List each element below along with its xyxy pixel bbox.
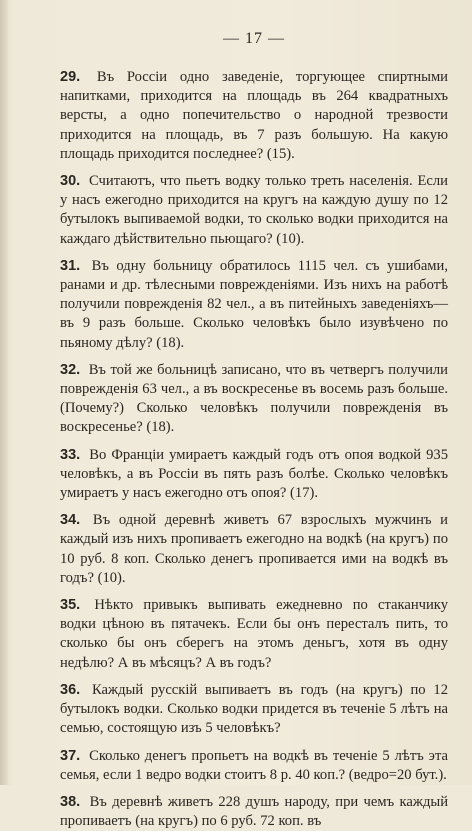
problem-number: 32.: [60, 361, 81, 378]
problem-text: Въ той же больницѣ записано, что въ четвергъ получили поврежденія 63 чел., а въ воскресенье въ восемь разъ больше. (Почему?) Сколько человѣкъ получили поврежденія въ воскресенье? (18).: [60, 361, 448, 436]
problem-31: [60, 257, 448, 353]
problem-34: [60, 511, 448, 588]
problem-number: 29.: [60, 69, 81, 85]
problem-35: [60, 596, 448, 673]
problem-30: [60, 172, 448, 249]
problem-text: Считаютъ, что пьетъ водку только треть населенія. Если у насъ ежегодно приходится на кругъ на каждую душу по 12 бутылокъ выпиваемой водки, то сколько водки приходится на каждаго дѣйствительно пьющаго? (10).: [60, 173, 448, 247]
problem-36: [60, 681, 448, 739]
problem-text: Въ одной деревнѣ живетъ 67 взрослыхъ мужчинъ и каждый изъ нихъ пропиваетъ ежегодно на водкѣ (на кругъ) по 10 руб. 8 коп. Сколько денегъ пропивается ими на водкѣ въ годъ? (10).: [60, 512, 448, 586]
problem-32: [60, 361, 448, 438]
problem-number: 31.: [60, 257, 81, 274]
problem-text: Въ Россіи одно заведеніе, торгующее спиртными напитками, приходится на площадь въ 264 квадратныхъ версты, а одно попечительство о народной трезвости приходится на площадь, въ 7 разъ большую. На какую площадь приходится последнее? (15).: [60, 69, 448, 162]
problem-text: Во Франціи умираетъ каждый годъ отъ опоя водкой 935 человѣкъ, а въ Россіи въ пять разъ болѣе. Сколько человѣкъ умираетъ у насъ ежегодно отъ опоя? (17).: [60, 446, 449, 502]
problem-38: [60, 793, 448, 831]
problem-text: Нѣкто привыкъ выпивать ежедневно по стаканчику водки цѣною въ пятачекъ. Если бы онъ пересталъ пить, то сколько бы онъ сберегъ на этомъ деньгъ, хотя въ одну недѣлю? А въ мѣсяцъ? А въ годъ?: [60, 597, 448, 671]
problem-text: Въ одну больницу обратилось 1115 чел. съ ушибами, ранами и др. тѣлесными поврежденіями. Изъ нихъ на работѣ получили поврежденія 82 чел., а въ питейныхъ заведеніяхъ—въ 9 разъ больше. Сколько человѣкъ было изувѣчено по пьяному дѣлу? (18).: [60, 257, 448, 351]
problem-number: 34.: [60, 512, 81, 529]
problem-number: 35.: [60, 597, 81, 614]
problem-number: 38.: [60, 793, 81, 810]
page-spine-shadow: [0, 0, 8, 785]
problem-text: Сколько денегъ пропьетъ на водкѣ въ теченіе 5 лѣтъ эта семья, если 1 ведро водки стоитъ 8 р. 40 коп.? (ведро=20 бут.).: [60, 747, 448, 783]
problem-number: 36.: [60, 681, 81, 698]
problem-text: Въ деревнѣ живетъ 228 душъ народу, при чемъ каждый пропиваетъ (на кругъ) по 6 руб. 72 коп. въ: [60, 793, 449, 830]
problem-29: [60, 68, 448, 164]
problem-number: 30.: [60, 173, 81, 190]
problem-text: Каждый русскій выпиваетъ въ годъ (на кругъ) по 12 бутылокъ водки. Сколько водки придется въ теченіе 5 лѣтъ на семью, состоящую изъ 5 человѣкъ?: [60, 681, 449, 737]
problem-number: 33.: [60, 446, 81, 463]
problem-33: [60, 446, 448, 504]
problem-number: 37.: [60, 747, 81, 764]
problem-37: [60, 747, 448, 785]
page-number-header: — 17 —: [223, 30, 285, 47]
